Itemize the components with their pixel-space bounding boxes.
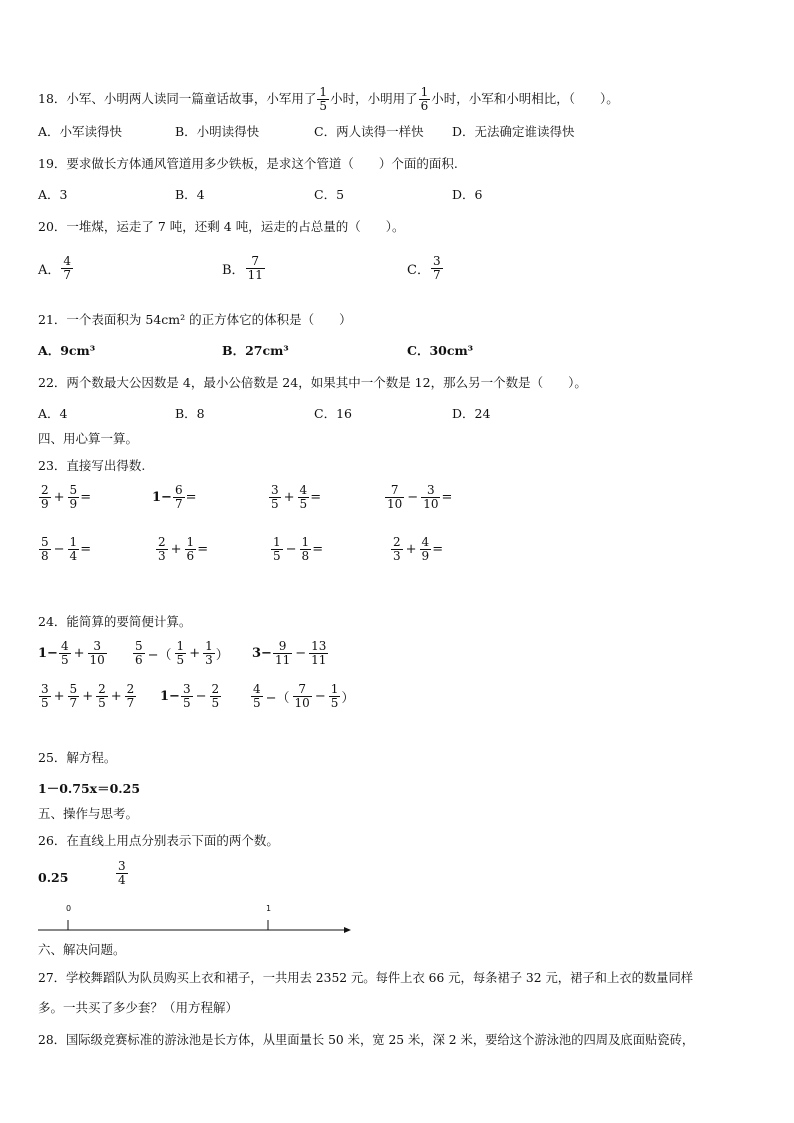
q21-option-a: A．9cm³ <box>38 343 96 358</box>
q26-stem: 26．在直线上用点分别表示下面的两个数。 <box>38 833 279 848</box>
q23-stem: 23．直接写出得数. <box>38 458 146 473</box>
q24-expr-a: 1− $\frac{4}{5}$ + $\frac{3}{10}$ <box>38 639 105 667</box>
q26-value-2: $\frac{3}{4}$ <box>118 859 126 887</box>
q21-option-c: C．30cm³ <box>407 343 474 358</box>
number-line-label-0: 0 <box>66 904 72 913</box>
number-line-label-1: 1 <box>266 904 272 913</box>
q22-stem: 22．两个数最大公因数是 4，最小公倍数是 24，如果其中一个数是 12，那么另一个数是（ ）。 <box>38 375 587 390</box>
q19-option-b: B．4 <box>175 187 205 202</box>
q21-option-b: B．27cm³ <box>222 343 289 358</box>
q18-option-b: B．小明读得快 <box>175 124 260 139</box>
q23-expr-8: $\frac{2}{3}$ + $\frac{4}{9}$ = <box>393 535 444 563</box>
q24-expr-d: $\frac{3}{5}$ + $\frac{5}{7}$ + $\frac{2}{5}$ + $\frac{2}{7}$ <box>41 682 135 710</box>
q18-option-a: A．小军读得快 <box>38 124 123 139</box>
q26-value-1: 0.25 <box>38 870 69 885</box>
q20-stem: 20．一堆煤，运走了 7 吨，还剩 4 吨，运走的占总量的（ ）。 <box>38 219 405 234</box>
q19-option-d: D．6 <box>452 187 483 202</box>
q25-equation: 1－0.75x＝0.25 <box>38 781 141 796</box>
number-line-svg <box>38 898 358 938</box>
q23-expr-4: $\frac{7}{10}$ − $\frac{3}{10}$ = <box>387 483 453 511</box>
q24-expr-c: 3− $\frac{9}{11}$ − $\frac{13}{11}$ <box>252 639 327 667</box>
q23-expr-2: 1− $\frac{6}{7}$ = <box>152 483 197 511</box>
q24-stem: 24．能简算的要简便计算。 <box>38 614 192 629</box>
number-line <box>38 898 358 941</box>
q20-option-b: B． $\frac{7}{11}$ <box>222 254 263 282</box>
q19-option-a: A．3 <box>38 187 68 202</box>
q25-stem: 25．解方程。 <box>38 750 117 765</box>
q24-expr-b: $\frac{5}{6}$ −（ $\frac{1}{5}$ + $\frac{1}{3}$ ） <box>135 639 229 667</box>
q18-option-d: D．无法确定谁读得快 <box>452 124 575 139</box>
q28-line-1: 28．国际级竞赛标准的游泳池是长方体，从里面量长 50 米，宽 25 米，深 2 米，要给这个游泳池的四周及底面贴瓷砖， <box>38 1033 695 1047</box>
q18-stem: 18．小军、小明两人读同一篇童话故事，小军用了 $\frac{1}{5}$ 小时，小明用了 $\frac{1}{6}$ 小时，小军和小明相比，（ ）。 <box>38 85 619 113</box>
q22-option-c: C．16 <box>314 406 352 421</box>
q18-option-c: C．两人读得一样快 <box>314 124 424 139</box>
q27-line-2: 多。一共买了多少套？（用方程解） <box>38 1000 239 1015</box>
q22-option-d: D．24 <box>452 406 491 421</box>
number-line-arrow <box>344 927 351 933</box>
q18-fraction-1: $\frac{1}{5}$ <box>319 85 328 113</box>
q20-option-c: C． $\frac{3}{7}$ <box>407 254 441 282</box>
q23-expr-3: $\frac{3}{5}$ + $\frac{4}{5}$ = <box>271 483 322 511</box>
section-5-heading: 五、操作与思考。 <box>38 806 139 821</box>
q18-fraction-2: $\frac{1}{6}$ <box>420 85 429 113</box>
q22-option-a: A．4 <box>38 406 68 421</box>
q24-expr-e: 1− $\frac{3}{5}$ − $\frac{2}{5}$ <box>160 682 220 710</box>
q23-expr-1: $\frac{2}{9}$ + $\frac{5}{9}$ = <box>41 483 92 511</box>
q23-expr-7: $\frac{1}{5}$ − $\frac{1}{8}$ = <box>273 535 324 563</box>
q21-stem: 21．一个表面积为 54cm² 的正方体它的体积是（ ） <box>38 312 352 327</box>
q19-option-c: C．5 <box>314 187 345 202</box>
q27-line-1: 27．学校舞蹈队为队员购买上衣和裙子，一共用去 2352 元。每件上衣 66 元，每条裙子 32 元，裙子和上衣的数量同样 <box>38 971 694 985</box>
section-6-heading: 六、解决问题。 <box>38 942 126 957</box>
q22-option-b: B．8 <box>175 406 205 421</box>
q20-option-a: A． $\frac{4}{7}$ <box>38 254 72 282</box>
section-4-heading: 四、用心算一算。 <box>38 431 139 446</box>
q23-expr-5: $\frac{5}{8}$ − $\frac{1}{4}$ = <box>41 535 92 563</box>
q24-expr-f: $\frac{4}{5}$ −（ $\frac{7}{10}$ − $\frac{1}{5}$ ） <box>253 682 355 710</box>
q23-expr-6: $\frac{2}{3}$ + $\frac{1}{6}$ = <box>158 535 209 563</box>
q19-stem: 19．要求做长方体通风管道用多少铁板，是求这个管道（ ）个面的面积. <box>38 156 458 171</box>
